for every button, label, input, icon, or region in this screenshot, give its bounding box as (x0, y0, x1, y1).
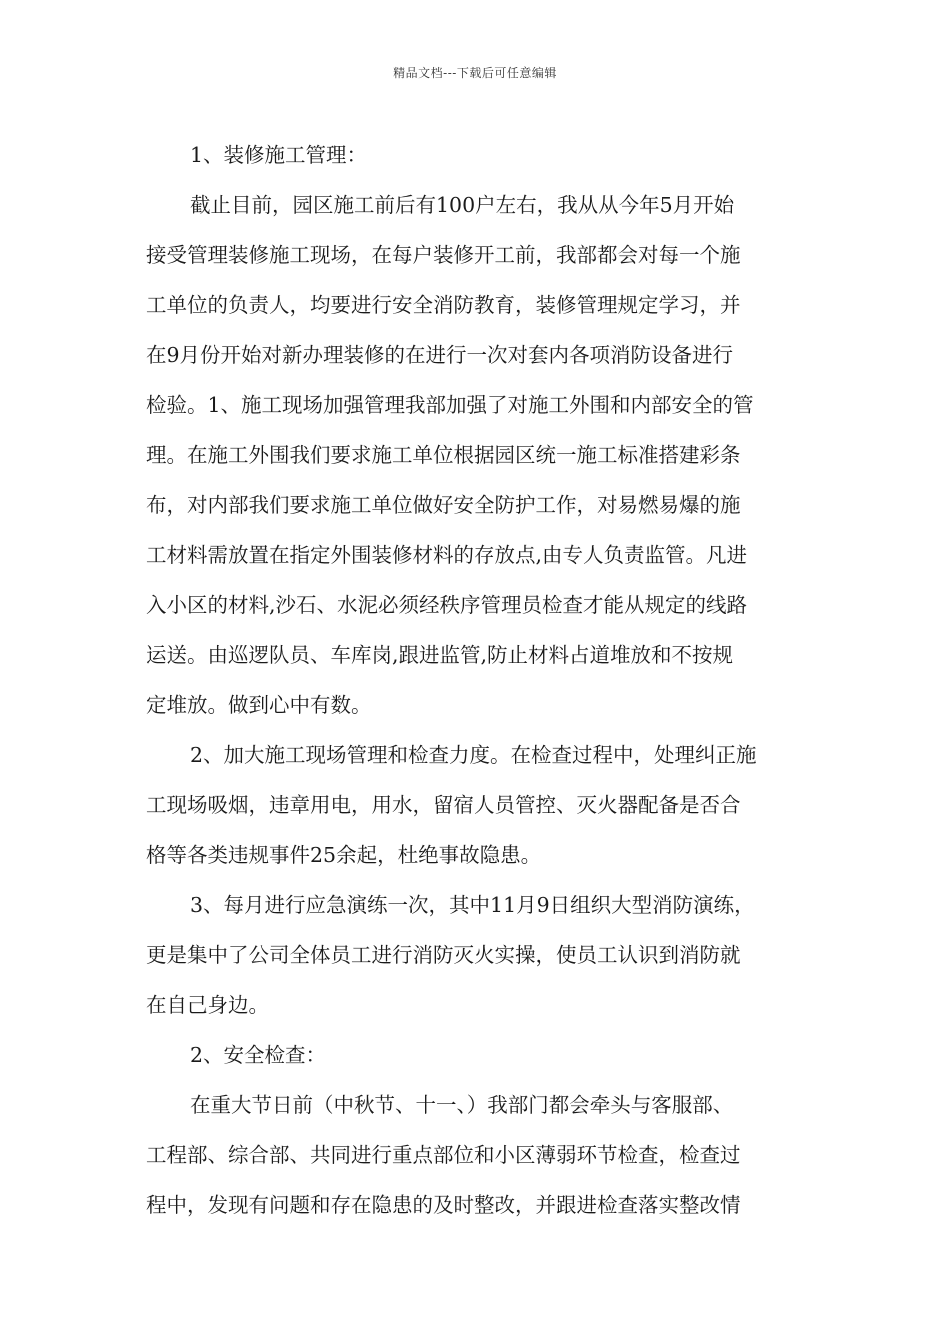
paragraph-line: 工程部、综合部、共同进行重点部位和小区薄弱环节检查，检查过 (146, 1143, 741, 1167)
paragraph-line: 格等各类违规事件25余起，杜绝事故隐患。 (146, 843, 542, 867)
paragraph-line: 工材料需放置在指定外围装修材料的存放点,由专人负责监管。凡进 (146, 543, 748, 567)
paragraph-line: 布，对内部我们要求施工单位做好安全防护工作，对易燃易爆的施 (146, 493, 741, 517)
paragraph-line: 程中，发现有问题和存在隐患的及时整改，并跟进检查落实整改情 (146, 1193, 741, 1217)
paragraph-line: 检验。1、施工现场加强管理我部加强了对施工外围和内部安全的管 (146, 393, 754, 417)
paragraph-line: 3、每月进行应急演练一次，其中11月9日组织大型消防演练， (190, 893, 755, 917)
document-body (146, 130, 816, 1230)
paragraph-line: 在9月份开始对新办理装修的在进行一次对套内各项消防设备进行 (146, 343, 734, 367)
paragraph-line: 运送。由巡逻队员、车库岗,跟进监管,防止材料占道堆放和不按规 (146, 643, 734, 667)
section-heading-1: 1、装修施工管理： (190, 143, 368, 167)
paragraph-line: 定堆放。做到心中有数。 (146, 693, 372, 717)
paragraph-line: 2、加大施工现场管理和检查力度。在检查过程中，处理纠正施 (190, 743, 757, 767)
section-heading-2: 2、安全检查： (190, 1043, 327, 1067)
paragraph-line: 入小区的材料,沙石、水泥必须经秩序管理员检查才能从规定的线路 (146, 593, 748, 617)
paragraph-line: 在重大节日前（中秋节、十一、）我部门都会牵头与客服部、 (190, 1093, 734, 1117)
paragraph-line: 截止目前，园区施工前后有100户左右，我从从今年5月开始 (190, 193, 735, 217)
paragraph-line: 在自己身边。 (146, 993, 269, 1017)
paragraph-line: 理。在施工外围我们要求施工单位根据园区统一施工标准搭建彩条 (146, 443, 741, 467)
paragraph-line: 工单位的负责人，均要进行安全消防教育，装修管理规定学习，并 (146, 293, 741, 317)
paragraph-line: 更是集中了公司全体员工进行消防灭火实操，使员工认识到消防就 (146, 943, 741, 967)
paragraph-line: 工现场吸烟，违章用电，用水，留宿人员管控、灭火器配备是否合 (146, 793, 741, 817)
page-header: 精品文档---下载后可任意编辑 (393, 66, 557, 80)
paragraph-line: 接受管理装修施工现场，在每户装修开工前，我部都会对每一个施 (146, 243, 741, 267)
